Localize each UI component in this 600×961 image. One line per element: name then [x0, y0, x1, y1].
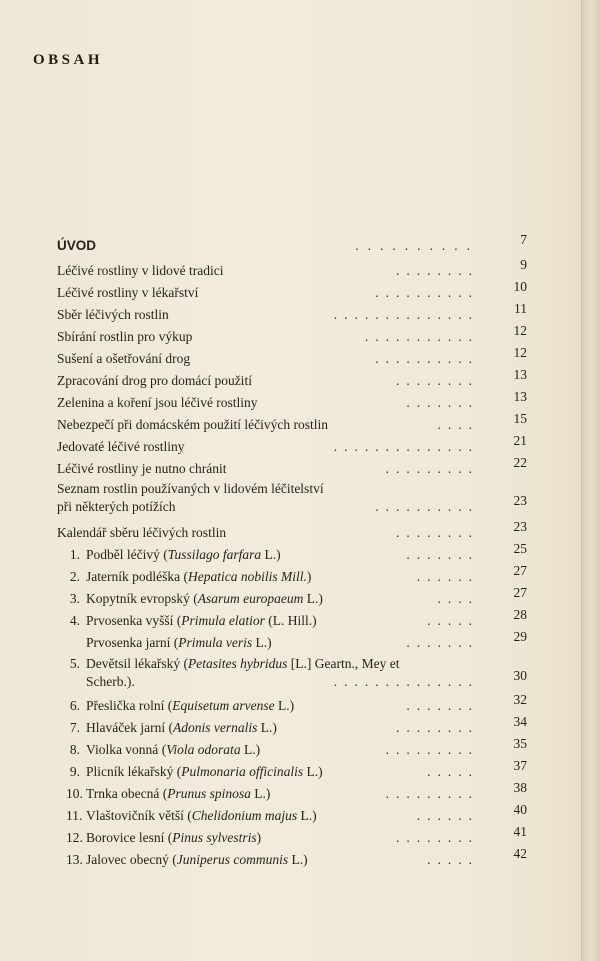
toc-entry[interactable] — [57, 480, 527, 520]
toc-page-number: 12 — [513, 345, 527, 360]
toc-entry-title: Sušení a ošetřování drog — [57, 351, 191, 366]
plant-name: Prvosenka vyšší — [86, 613, 174, 628]
toc-entry[interactable] — [57, 301, 527, 325]
toc-page-number: 12 — [513, 323, 527, 338]
plant-author: [L.] Geartn., Mey et — [290, 656, 400, 671]
plant-latin-name: Petasites hybridus — [187, 656, 288, 671]
plant-title: Podběl léčivý (Tussilago farfara L.) — [86, 547, 281, 562]
toc-entry-title-line2: při některých potížích — [57, 499, 176, 514]
toc-page-number: 34 — [513, 714, 527, 729]
plant-author: L. — [254, 786, 266, 801]
plant-name: Podběl léčivý — [86, 547, 160, 562]
toc-page-number: 13 — [513, 389, 527, 404]
toc-leader: ...... — [416, 808, 479, 823]
plant-number: 7. — [69, 720, 80, 735]
plant-latin-name: Hepatica nobilis Mill. — [187, 569, 307, 584]
toc-page-number: 32 — [513, 692, 527, 707]
plant-title: Kopytník evropský (Asarum europaeum L.) — [86, 591, 323, 606]
plant-latin-name: Prunus spinosa — [167, 786, 251, 801]
toc-page-number: 41 — [513, 824, 527, 839]
toc-page-number: 11 — [514, 301, 527, 316]
plant-latin-name: Primula elatior — [181, 613, 265, 628]
plant-name: Vlaštovičník větší — [86, 808, 184, 823]
plant-title: Borovice lesní (Pinus sylvestris) — [86, 830, 262, 845]
toc-leader: ........ — [396, 373, 479, 388]
toc-entry[interactable] — [57, 345, 527, 369]
toc-page-number: 7 — [520, 232, 527, 247]
toc-plant-entry[interactable] — [57, 736, 527, 760]
plant-name: Plicník lékařský — [86, 764, 174, 779]
toc-plant-entry[interactable] — [57, 629, 527, 653]
toc-entry-title: Nebezpečí při domácském použití léčivých rostlin — [57, 417, 329, 432]
plant-number: 13. — [66, 852, 83, 867]
toc-leader: .... — [437, 417, 479, 432]
plant-name: Přeslička rolní — [86, 698, 165, 713]
plant-name: Devětsil lékařský — [86, 656, 181, 671]
plant-author: L. — [264, 547, 277, 562]
toc-page-number: 22 — [513, 455, 527, 470]
toc-leader: .......... — [375, 499, 479, 514]
plant-latin-name: Pulmonaria officinalis — [181, 764, 304, 779]
contents-heading: OBSAH — [33, 52, 104, 68]
toc-leader: ..... — [427, 613, 479, 628]
toc-leader: ........ — [396, 263, 479, 278]
toc-page-number: 30 — [513, 668, 527, 683]
plant-author-continued: Scherb.). — [86, 674, 135, 689]
plant-name: Trnka obecná — [86, 786, 160, 801]
toc-plant-entry[interactable] — [57, 758, 527, 782]
plant-title: Jaterník podléška (Hepatica nobilis Mill.) — [86, 569, 312, 584]
toc-page-number: 13 — [513, 367, 527, 382]
toc-leader: ..... — [427, 764, 479, 779]
toc-entry[interactable] — [57, 367, 527, 391]
plant-number: 8. — [69, 742, 80, 757]
plant-author: L. — [291, 852, 304, 867]
toc-entry[interactable] — [57, 389, 527, 413]
toc-plant-entry[interactable] — [57, 780, 527, 804]
plant-author: L. — [255, 635, 268, 650]
plant-number: 12. — [66, 830, 83, 845]
toc-entry-title — [57, 480, 324, 516]
toc-entry[interactable] — [57, 279, 527, 303]
toc-leader: ..... — [427, 852, 479, 867]
plant-title: Prvosenka vyšší (Primula elatior (L. Hill.) — [86, 613, 317, 628]
plant-latin-name: Juniperus communis — [176, 852, 289, 867]
plant-latin-name: Tussilago farfara — [167, 547, 262, 562]
toc-entry-title: Sbírání rostlin pro výkup — [57, 329, 193, 344]
toc-leader: .............. — [333, 674, 479, 689]
toc-plant-entry[interactable] — [57, 802, 527, 826]
plant-latin-name: Primula veris — [178, 635, 253, 650]
plant-author: L. — [243, 742, 256, 757]
toc-page-number: 21 — [513, 433, 527, 448]
toc-entry-title: Sběr léčivých rostlin — [57, 307, 169, 322]
plant-number: 4. — [69, 613, 80, 628]
toc-entry-uvod[interactable] — [57, 232, 527, 256]
plant-latin-name: Asarum europaeum — [197, 591, 304, 606]
toc-page-number: 35 — [513, 736, 527, 751]
toc-page-number: 37 — [513, 758, 527, 773]
plant-number: 6. — [69, 698, 80, 713]
toc-plant-entry[interactable] — [57, 846, 527, 870]
toc-page-number: 40 — [513, 802, 527, 817]
plant-latin-name: Adonis vernalis — [172, 720, 258, 735]
toc-entry-title: Zelenina a koření jsou léčivé rostliny — [57, 395, 258, 410]
plant-name: Borovice lesní — [86, 830, 165, 845]
plant-number: 5. — [69, 656, 80, 671]
plant-title: Violka vonná (Viola odorata L.) — [86, 742, 261, 757]
plant-latin-name: Viola odorata — [166, 742, 241, 757]
toc-page-number: 9 — [520, 257, 527, 272]
plant-number: 2. — [69, 569, 80, 584]
toc-leader: .......... — [355, 238, 479, 253]
toc-leader: .............. — [333, 307, 479, 322]
plant-title: Jalovec obecný (Juniperus communis L.) — [86, 852, 308, 867]
toc-entry-title: Jedovaté léčivé rostliny — [57, 439, 185, 454]
toc-leader: ......... — [385, 742, 479, 757]
plant-author: L. — [306, 591, 319, 606]
toc-entry-title: Kalendář sběru léčivých rostlin — [57, 525, 227, 540]
plant-number: 9. — [69, 764, 80, 779]
plant-latin-name: Chelidonium majus — [191, 808, 298, 823]
toc-page-number: 23 — [513, 519, 527, 534]
toc-page-number: 27 — [513, 563, 527, 578]
toc-entry-title: Zpracování drog pro domácí použití — [57, 373, 252, 388]
plant-title: Devětsil lékařský (Petasites hybridus [L.] Geartn., Mey et Scherb.). — [86, 656, 400, 689]
plant-author: L. — [277, 698, 290, 713]
toc-leader: ........ — [396, 525, 479, 540]
toc-leader: ....... — [406, 395, 479, 410]
plant-number: 1. — [69, 547, 80, 562]
toc-page-number: 38 — [513, 780, 527, 795]
plant-title: Vlaštovičník větší (Chelidonium majus L.) — [86, 808, 317, 823]
toc-entry-title-line1: Seznam rostlin používaných v lidovém léčitelství — [57, 481, 324, 496]
plant-number: 10. — [66, 786, 83, 801]
toc-page-number: 42 — [513, 846, 527, 861]
toc-plant-entry[interactable] — [57, 692, 527, 716]
toc-leader: ....... — [406, 547, 479, 562]
toc-plant-entry[interactable] — [57, 585, 527, 609]
plant-title: Prvosenka jarní (Primula veris L.) — [86, 635, 272, 650]
toc-leader: ....... — [406, 635, 479, 650]
toc-plant-entry[interactable] — [57, 655, 527, 695]
toc-leader: ......... — [385, 461, 479, 476]
plant-name: Violka vonná — [86, 742, 159, 757]
plant-latin-name: Pinus sylvestris — [172, 830, 257, 845]
toc-leader: ....... — [406, 698, 479, 713]
toc-leader: .... — [437, 591, 479, 606]
plant-author: L. — [300, 808, 313, 823]
toc-page-number: 23 — [513, 493, 527, 508]
toc-leader: .......... — [375, 351, 479, 366]
plant-latin-name: Equisetum arvense — [172, 698, 275, 713]
plant-name: Jaterník podléška — [86, 569, 181, 584]
toc-leader: ...... — [416, 569, 479, 584]
toc-entry-title: Léčivé rostliny je nutno chránit — [57, 461, 227, 476]
toc-entry-title: Léčivé rostliny v lékařství — [57, 285, 199, 300]
plant-name: Jalovec obecný — [86, 852, 169, 867]
toc-page-number: 27 — [513, 585, 527, 600]
plant-author: L. — [306, 764, 319, 779]
toc-entry[interactable] — [57, 455, 527, 479]
toc-page-number: 25 — [513, 541, 527, 556]
toc-plant-entry[interactable] — [57, 824, 527, 848]
toc-entry[interactable] — [57, 411, 527, 435]
toc-leader: ........ — [396, 720, 479, 735]
plant-author: L. Hill. — [272, 613, 313, 628]
toc-page-number: 28 — [513, 607, 527, 622]
toc-entry[interactable] — [57, 323, 527, 347]
plant-title: Přeslička rolní (Equisetum arvense L.) — [86, 698, 295, 713]
toc-leader: ........ — [396, 830, 479, 845]
toc-leader: ......... — [385, 786, 479, 801]
plant-number: 11. — [66, 808, 83, 823]
toc-page-number: 15 — [513, 411, 527, 426]
toc-entry-title: Léčivé rostliny v lidové tradici — [57, 263, 224, 278]
toc-page-number: 29 — [513, 629, 527, 644]
toc-entry-title: ÚVOD — [57, 238, 97, 253]
toc-leader: ........... — [364, 329, 479, 344]
toc-plant-entry[interactable] — [57, 563, 527, 587]
toc-page-number: 10 — [513, 279, 527, 294]
page-edge — [581, 0, 600, 961]
toc-plant-entry[interactable] — [57, 541, 527, 565]
plant-name: Hlaváček jarní — [86, 720, 166, 735]
toc-entry[interactable] — [57, 519, 527, 543]
toc-entry[interactable] — [57, 257, 527, 281]
plant-title: Plicník lékařský (Pulmonaria officinalis L.) — [86, 764, 323, 779]
plant-number: 3. — [69, 591, 80, 606]
plant-title: Hlaváček jarní (Adonis vernalis L.) — [86, 720, 277, 735]
plant-title: Trnka obecná (Prunus spinosa L.) — [86, 786, 271, 801]
toc-plant-entry[interactable] — [57, 714, 527, 738]
toc-entry[interactable] — [57, 433, 527, 457]
plant-name: Kopytník evropský — [86, 591, 190, 606]
plant-name: Prvosenka jarní — [86, 635, 171, 650]
toc-leader: .......... — [375, 285, 479, 300]
toc-leader: .............. — [333, 439, 479, 454]
plant-author: L. — [260, 720, 273, 735]
toc-plant-entry[interactable] — [57, 607, 527, 631]
